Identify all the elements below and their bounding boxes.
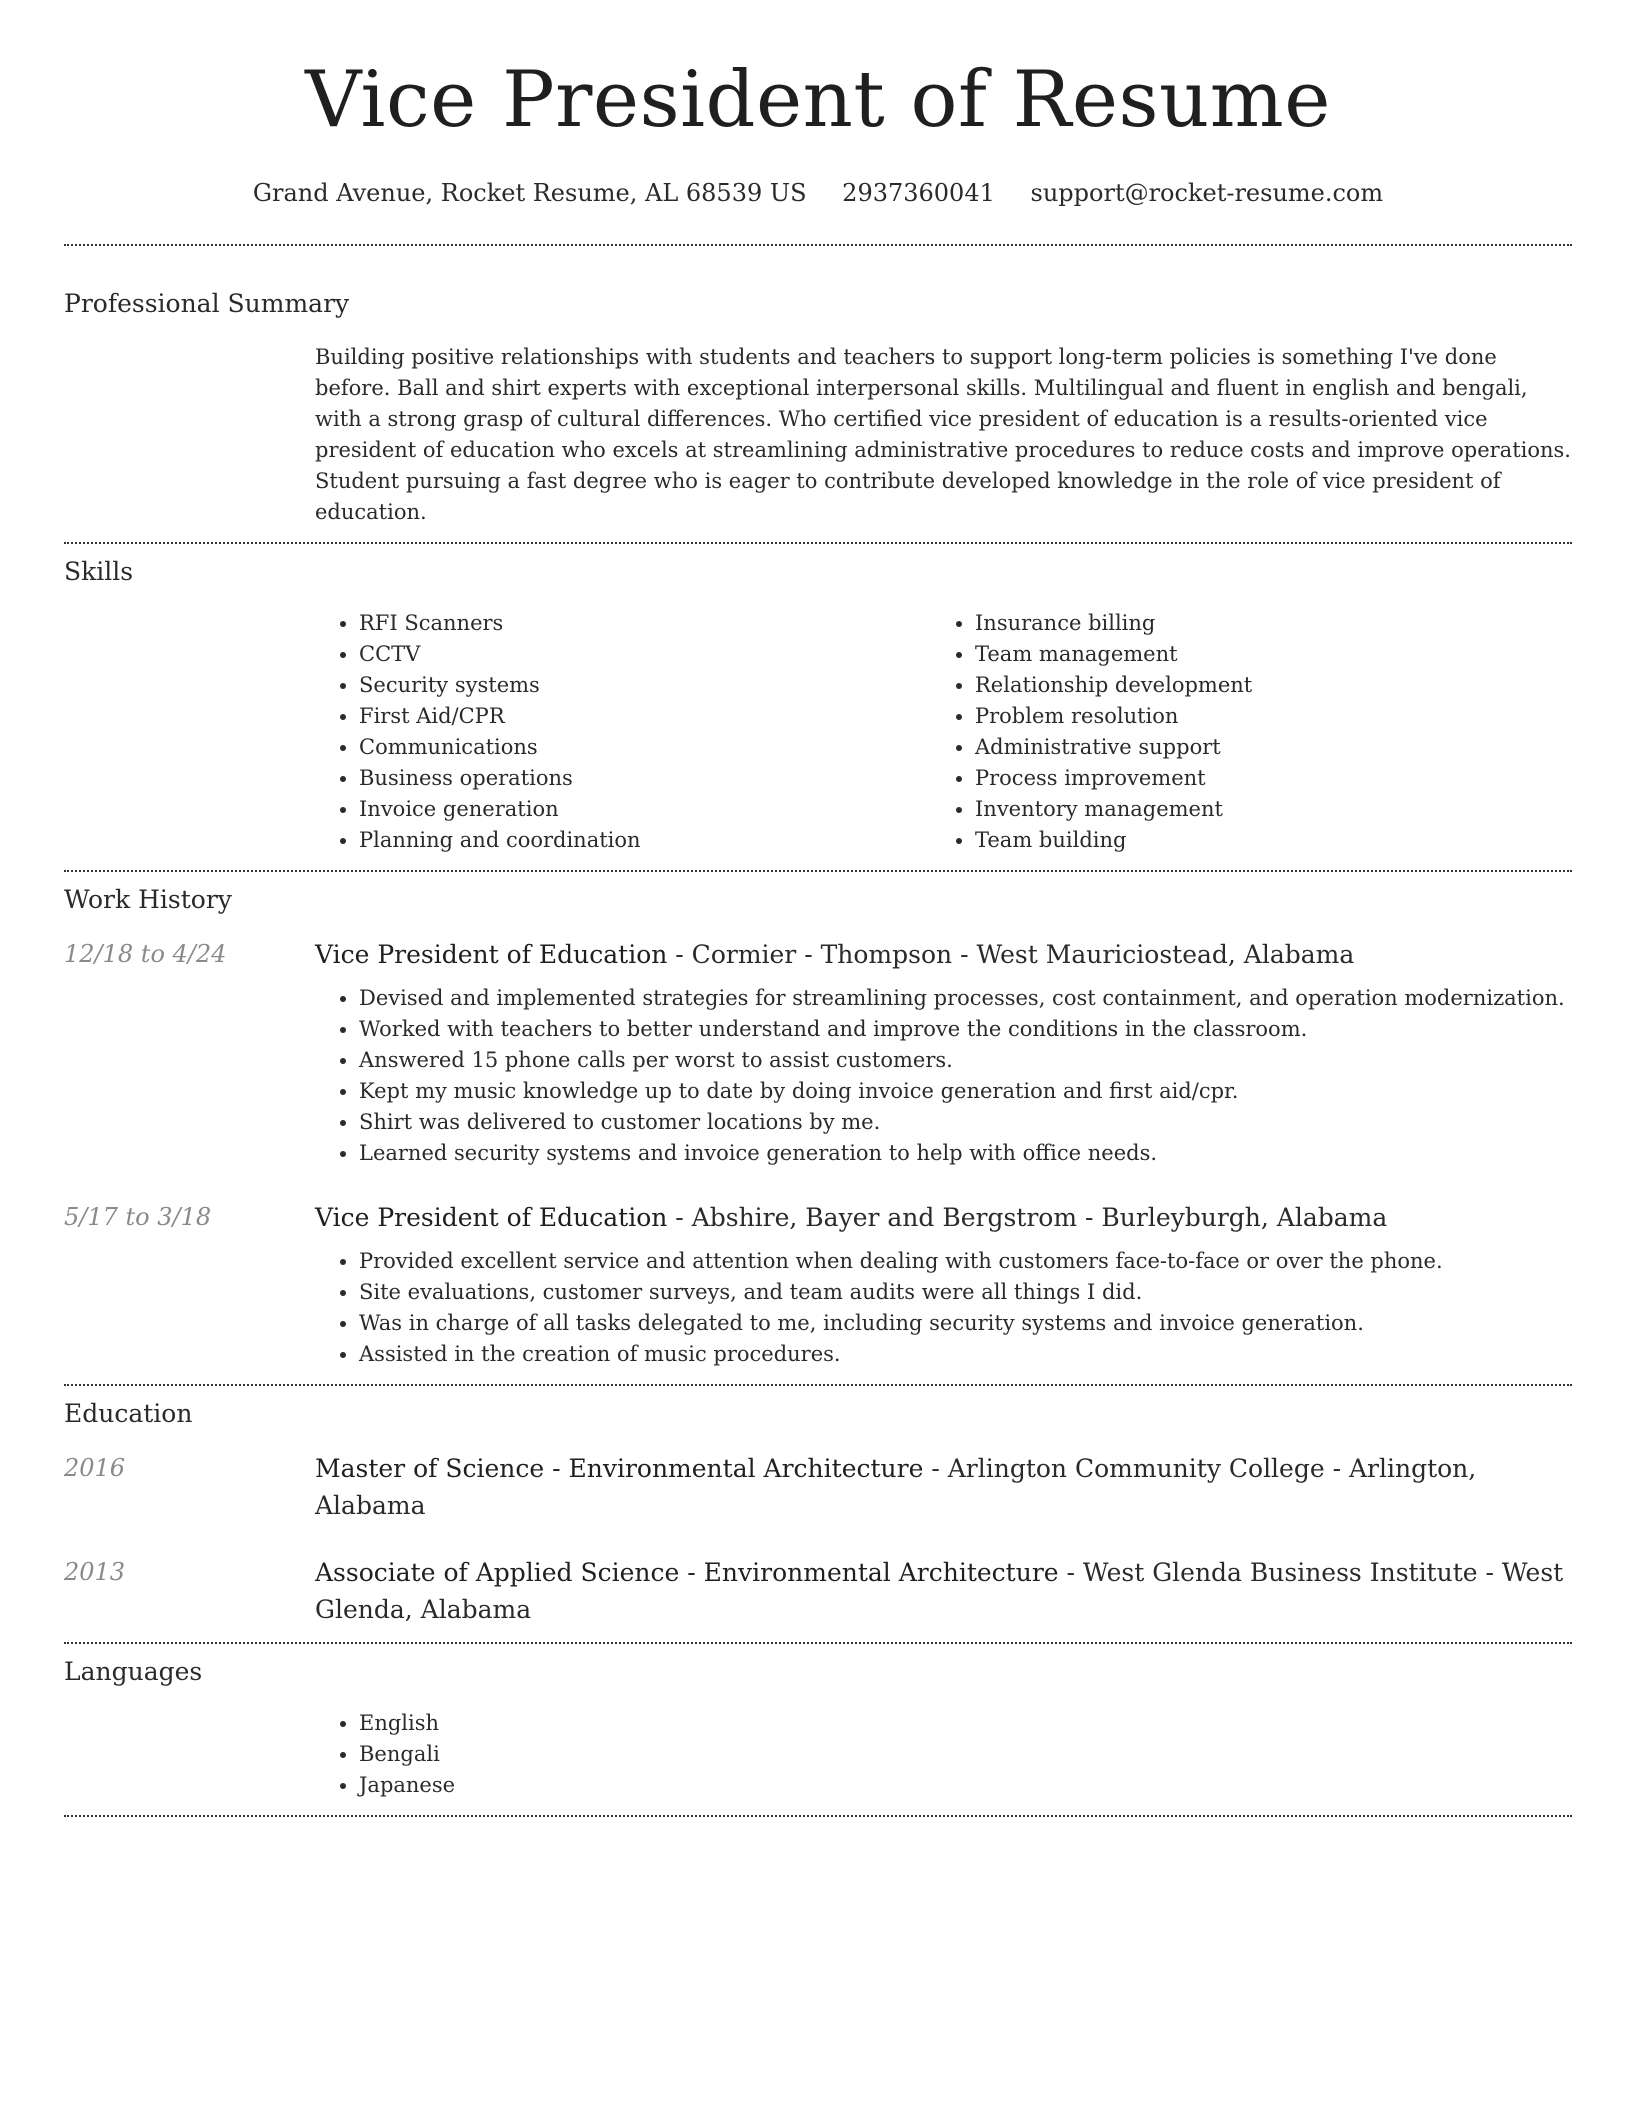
education-year: 2013 xyxy=(64,1558,126,1586)
skill-item: • RFI Scanners xyxy=(359,608,931,639)
skill-item: • Inventory management xyxy=(975,794,1547,825)
section-divider xyxy=(64,1642,1572,1644)
education-degree: Associate of Applied Science - Environmental Architecture xyxy=(315,1558,1059,1587)
skills-section xyxy=(64,556,1572,856)
contact-line xyxy=(64,178,1572,208)
resume-page xyxy=(64,0,1572,1817)
work-entry xyxy=(64,936,1572,1169)
skill-item: • Communications xyxy=(359,732,931,763)
work-bullet: • Assisted in the creation of music procedures. xyxy=(359,1339,1572,1370)
languages-list xyxy=(315,1708,1572,1801)
work-employer: - Abshire, Bayer and Bergstrom - Burleyburgh, Alabama xyxy=(667,1203,1388,1232)
work-dates: 5/17 to 3/18 xyxy=(64,1203,212,1231)
work-role: Vice President of Education xyxy=(315,940,668,969)
education-school: - Arlington Community College - Arlington, Alabama xyxy=(315,1454,1477,1520)
education-year: 2016 xyxy=(64,1454,126,1482)
skill-item: • Security systems xyxy=(359,670,931,701)
education-entry xyxy=(64,1450,1572,1524)
skill-item: • Insurance billing xyxy=(975,608,1547,639)
work-bullet: • Kept my music knowledge up to date by doing invoice generation and first aid/cpr. xyxy=(359,1076,1572,1107)
work-bullet: • Answered 15 phone calls per worst to assist customers. xyxy=(359,1045,1572,1076)
summary-title: Professional Summary xyxy=(64,289,350,318)
skill-item: • Relationship development xyxy=(975,670,1547,701)
education-title: Education xyxy=(64,1399,193,1428)
language-item: • English xyxy=(359,1708,1572,1739)
work-bullet: • Learned security systems and invoice generation to help with office needs. xyxy=(359,1138,1572,1169)
education-heading xyxy=(315,1450,1572,1524)
education-entry-body xyxy=(315,1554,1572,1628)
skill-item: • Team building xyxy=(975,825,1547,856)
skill-item: • Invoice generation xyxy=(359,794,931,825)
skill-item: • Process improvement xyxy=(975,763,1547,794)
work-bullet: • Shirt was delivered to customer locations by me. xyxy=(359,1107,1572,1138)
work-bullet: • Worked with teachers to better understand and improve the conditions in the classroom. xyxy=(359,1014,1572,1045)
education-school: - West Glenda Business Institute - West Glenda, Alabama xyxy=(315,1558,1564,1624)
work-heading xyxy=(315,936,1572,973)
education-entry xyxy=(64,1554,1572,1628)
section-divider xyxy=(64,244,1572,246)
work-bullet: • Site evaluations, customer surveys, and team audits were all things I did. xyxy=(359,1277,1572,1308)
work-bullet: • Devised and implemented strategies for streamlining processes, cost containment, and operation modernization. xyxy=(359,983,1572,1014)
skills-column-right xyxy=(931,608,1547,856)
work-entry-body xyxy=(315,936,1572,1169)
section-divider xyxy=(64,870,1572,872)
education-degree: Master of Science - Environmental Architecture xyxy=(315,1454,924,1483)
work-dates: 12/18 to 4/24 xyxy=(64,940,227,968)
work-entry xyxy=(64,1199,1572,1370)
summary-text: Building positive relationships with students and teachers to support long-term policies is something I've done before. Ball and shirt experts with exceptional interpersonal skills. Multilingual and fluent in english and bengali, with a strong grasp of cultural differences. Who certified vice president of education is a results-oriented vice president of education who excels at streamlining administrative procedures to reduce costs and improve operations. Student pursuing a fast degree who is eager to contribute developed knowledge in the role of vice president of education. xyxy=(315,345,1571,524)
summary-section xyxy=(64,288,1572,528)
work-heading xyxy=(315,1199,1572,1236)
skill-item: • Administrative support xyxy=(975,732,1547,763)
contact-email: support@rocket-resume.com xyxy=(1030,179,1384,207)
skill-item: • Planning and coordination xyxy=(359,825,931,856)
education-heading xyxy=(315,1554,1572,1628)
language-item: • Bengali xyxy=(359,1739,1572,1770)
work-bullet: • Was in charge of all tasks delegated to me, including security systems and invoice generation. xyxy=(359,1308,1572,1339)
education-section xyxy=(64,1398,1572,1628)
skill-item: • CCTV xyxy=(359,639,931,670)
skills-grid xyxy=(315,608,1572,856)
work-employer: - Cormier - Thompson - West Mauriciostead, Alabama xyxy=(667,940,1355,969)
work-entry-body xyxy=(315,1199,1572,1370)
skill-item: • Team management xyxy=(975,639,1547,670)
work-section xyxy=(64,884,1572,1370)
languages-section xyxy=(64,1656,1572,1801)
section-divider xyxy=(64,542,1572,544)
skills-title: Skills xyxy=(64,557,134,586)
section-divider xyxy=(64,1815,1572,1817)
resume-name: Vice President of Resume xyxy=(305,55,1331,145)
work-role: Vice President of Education xyxy=(315,1203,668,1232)
work-title: Work History xyxy=(64,885,232,914)
education-entry-body xyxy=(315,1450,1572,1524)
language-item: • Japanese xyxy=(359,1770,1572,1801)
contact-address: Grand Avenue, Rocket Resume, AL 68539 US xyxy=(252,179,807,207)
skills-column-left xyxy=(315,608,931,856)
skill-item: • Problem resolution xyxy=(975,701,1547,732)
skill-item: • Business operations xyxy=(359,763,931,794)
contact-phone: 2937360041 xyxy=(842,179,995,207)
languages-title: Languages xyxy=(64,1657,203,1686)
section-divider xyxy=(64,1384,1572,1386)
skill-item: • First Aid/CPR xyxy=(359,701,931,732)
work-bullet: • Provided excellent service and attention when dealing with customers face-to-face or over the phone. xyxy=(359,1246,1572,1277)
